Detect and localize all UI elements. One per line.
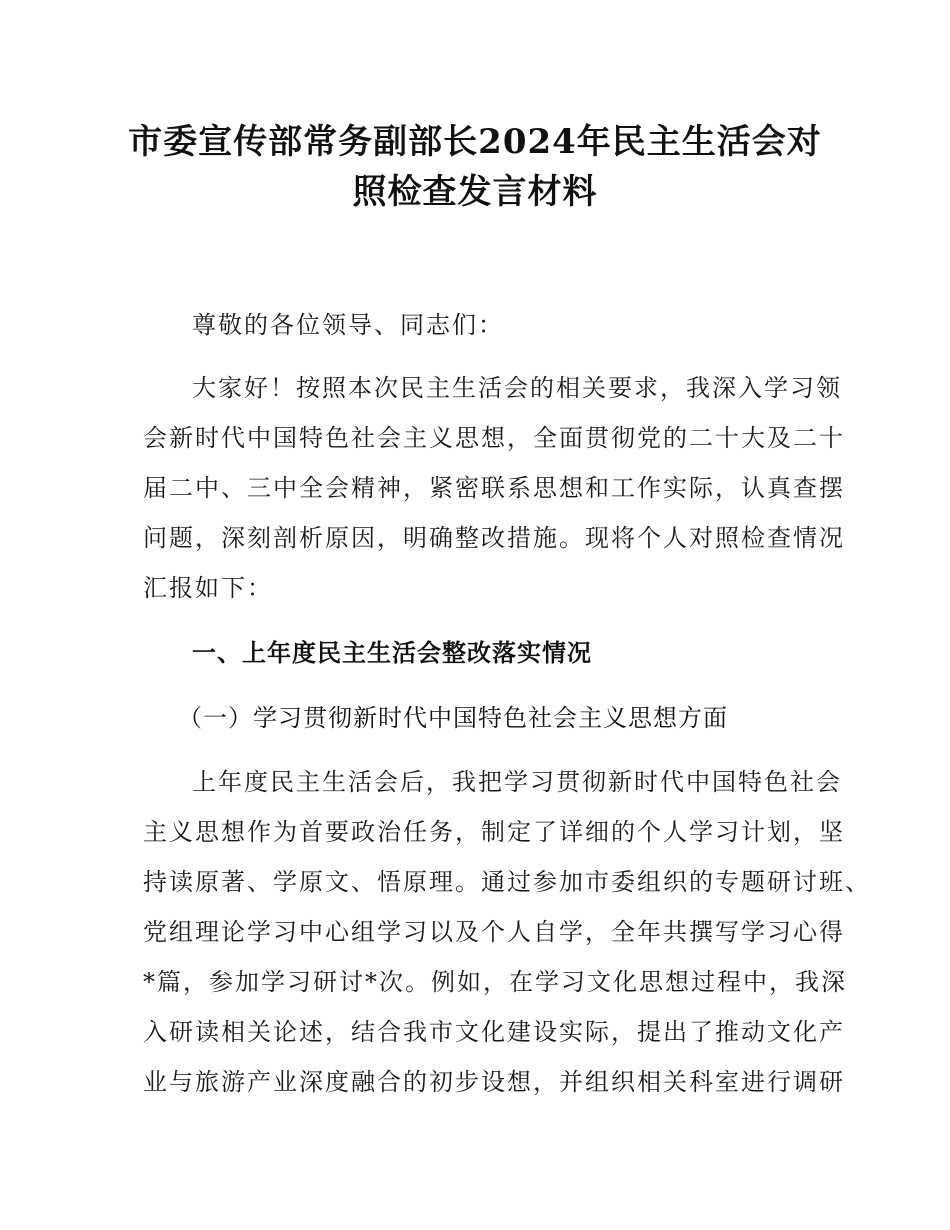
intro-line: 汇报如下： — [143, 574, 273, 602]
intro-line: 届二中、三中全会精神，紧密联系思想和工作实际，认真查摆 — [143, 474, 845, 502]
salutation: 尊敬的各位领导、同志们： — [192, 311, 504, 339]
paragraph-line: 上年度民主生活会后，我把学习贯彻新时代中国特色社会 — [192, 768, 842, 796]
intro-line: 问题，深刻剖析原因，明确整改措施。现将个人对照检查情况 — [143, 524, 845, 552]
section-heading: 一、上年度民主生活会整改落实情况 — [192, 639, 592, 667]
document-title-line-2: 照检查发言材料 — [352, 172, 598, 212]
intro-line: 大家好！按照本次民主生活会的相关要求，我深入学习领 — [192, 374, 842, 402]
paragraph-line: 党组理论学习中心组学习以及个人自学，全年共撰写学习心得 — [143, 918, 845, 946]
intro-line: 会新时代中国特色社会主义思想，全面贯彻党的二十大及二十 — [143, 424, 845, 452]
paragraph-line: *篇，参加学习研讨*次。例如，在学习文化思想过程中，我深 — [143, 968, 847, 996]
document-title-line-1: 市委宣传部常务副部长2024年民主生活会对 — [128, 122, 822, 162]
subsection-heading: （一）学习贯彻新时代中国特色社会主义思想方面 — [178, 704, 728, 732]
paragraph-line: 入研读相关论述，结合我市文化建设实际，提出了推动文化产 — [143, 1018, 845, 1046]
paragraph-line: 主义思想作为首要政治任务，制定了详细的个人学习计划，坚 — [143, 818, 845, 846]
paragraph-line: 业与旅游产业深度融合的初步设想，并组织相关科室进行调研 — [143, 1068, 845, 1096]
paragraph-line: 持读原著、学原文、悟原理。通过参加市委组织的专题研讨班、 — [143, 868, 871, 896]
